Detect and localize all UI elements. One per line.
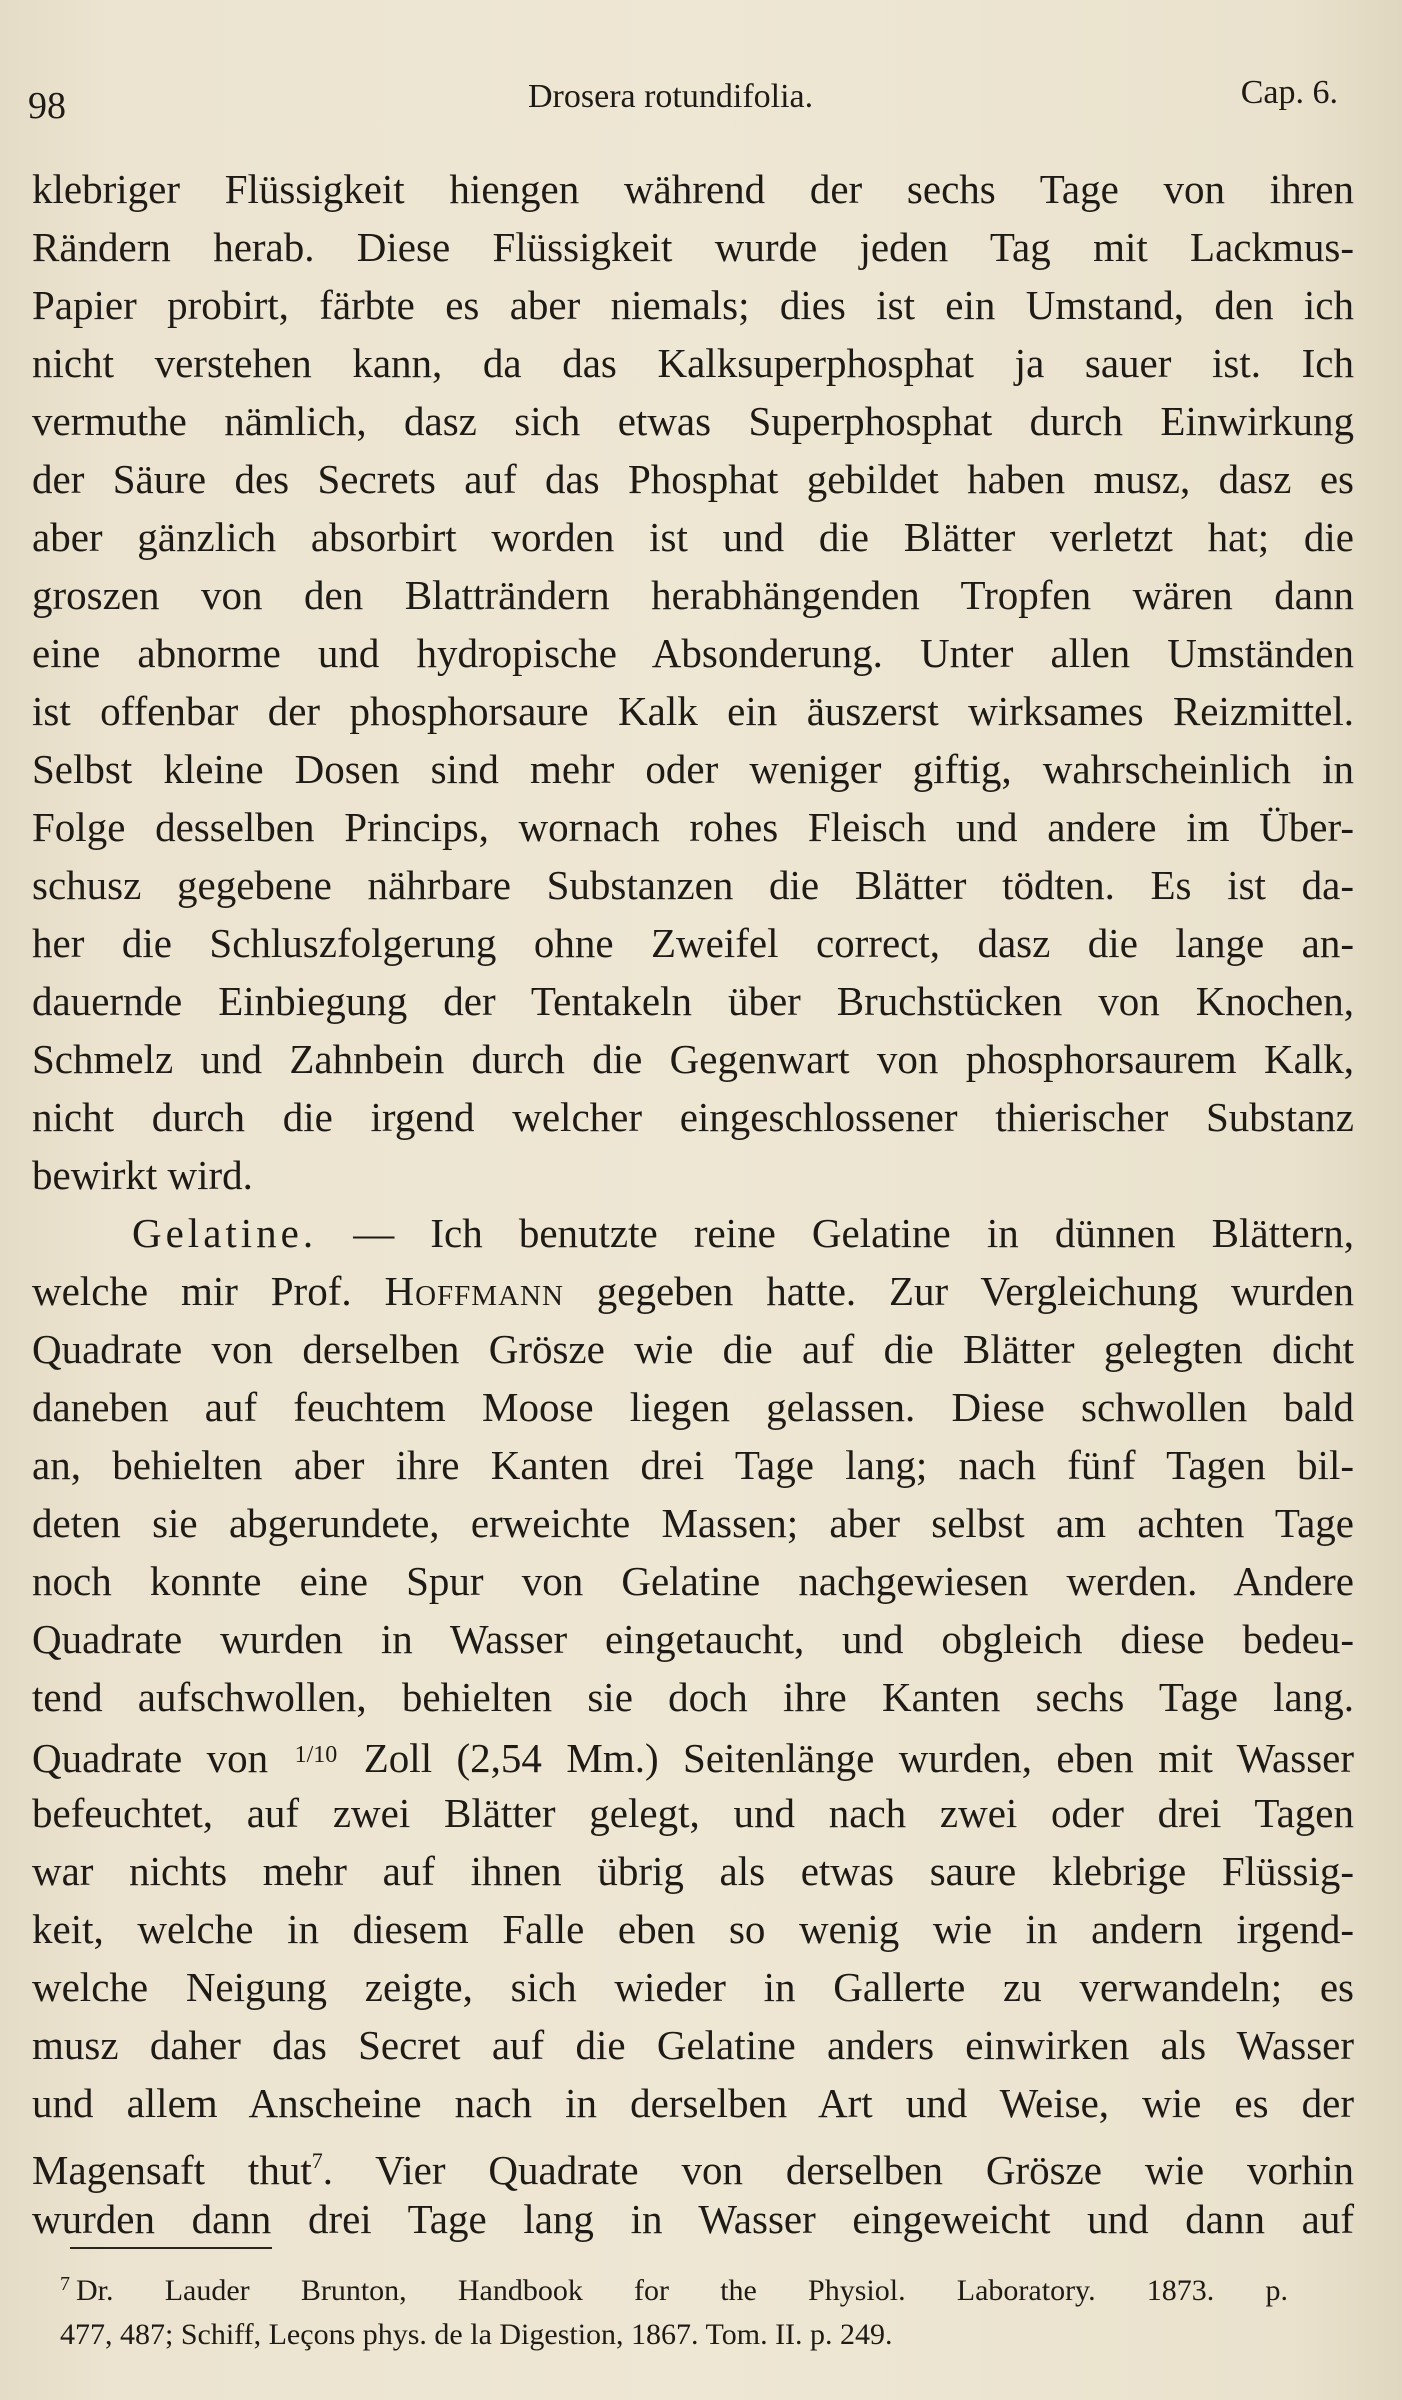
person-name: Hoffmann [384, 1268, 564, 1314]
text-fragment: Zoll (2,54 Mm.) Seitenlänge wurden, eben mit Wasser [339, 1735, 1354, 1781]
text-line [32, 1726, 1354, 1784]
text-line: noch konnte eine Spur von Gelatine nachgewiesen werden. Andere [32, 1558, 1354, 1604]
text-line: welche Neigung zeigte, sich wieder in Gallerte zu verwandeln; es [32, 1964, 1354, 2010]
footnote-text: Dr. Lauder Brunton, Handbook for the Physiol. Laboratory. 1873. p. [76, 2274, 1288, 2307]
running-title: Drosera rotundifolia. [528, 78, 814, 115]
text-line: klebriger Flüssigkeit hiengen während der sechs Tage von ihren [32, 166, 1354, 212]
text-line: war nichts mehr auf ihnen übrig als etwas saure klebrige Flüssig- [32, 1848, 1354, 1894]
text-line: Folge desselben Princips, wornach rohes Fleisch und andere im Über- [32, 804, 1354, 850]
text-line: nicht durch die irgend welcher eingeschlossener thierischer Substanz [32, 1094, 1354, 1140]
gelatine-heading: Gelatine. [132, 1210, 318, 1256]
text-line: ist offenbar der phosphorsaure Kalk ein äuszerst wirksames Reizmittel. [32, 688, 1354, 734]
gelatine-paragraph-start [32, 1204, 1354, 1262]
text-fragment: Magensaft thut [32, 2147, 312, 2193]
text-line: groszen von den Blatträndern herabhängenden Tropfen wären dann [32, 572, 1354, 618]
text-line: dauernde Einbiegung der Tentakeln über Bruchstücken von Knochen, [32, 978, 1354, 1024]
fraction: 1/10 [294, 1742, 338, 1768]
footnote-line: 477, 487; Schiff, Leçons phys. de la Digestion, 1867. Tom. II. p. 249. [60, 2318, 893, 2351]
text-fragment: welche mir Prof. [32, 1268, 385, 1314]
page-number: 98 [28, 85, 66, 127]
footnote-rule [70, 2247, 272, 2249]
text-line: schusz gegebene nährbare Substanzen die Blätter tödten. Es ist da- [32, 862, 1354, 908]
text-line: nicht verstehen kann, da das Kalksuperphosphat ja sauer ist. Ich [32, 340, 1354, 386]
footnote-marker: 7 [311, 2148, 323, 2173]
text-line: daneben auf feuchtem Moose liegen gelassen. Diese schwollen bald [32, 1384, 1354, 1430]
chapter-label: Cap. 6. [1240, 74, 1338, 111]
text-line [32, 2132, 1354, 2193]
text-line: deten sie abgerundete, erweichte Massen; aber selbst am achten Tage [32, 1500, 1354, 1546]
footnote-line [60, 2262, 1288, 2313]
text-line: Quadrate wurden in Wasser eingetaucht, und obgleich diese bedeu- [32, 1616, 1354, 1662]
text-line [32, 1262, 1354, 1320]
running-header [28, 74, 1338, 134]
text-line: Rändern herab. Diese Flüssigkeit wurde jeden Tag mit Lackmus- [32, 224, 1354, 270]
text-line: Schmelz und Zahnbein durch die Gegenwart von phosphorsaurem Kalk, [32, 1036, 1354, 1082]
text-fragment: . Vier Quadrate von derselben Grösze wie vorhin [322, 2147, 1354, 2193]
footnotes [60, 2262, 1288, 2357]
body-text [32, 160, 1354, 2248]
text-fragment: Quadrate von [32, 1735, 293, 1781]
text-line: Papier probirt, färbte es aber niemals; dies ist ein Umstand, den ich [32, 282, 1354, 328]
text-line: an, behielten aber ihre Kanten drei Tage lang; nach fünf Tagen bil- [32, 1442, 1354, 1488]
footnote-number: 7 [60, 2273, 70, 2295]
text-line: tend aufschwollen, behielten sie doch ihre Kanten sechs Tage lang. [32, 1674, 1354, 1720]
text-line: aber gänzlich absorbirt worden ist und die Blätter verletzt hat; die [32, 514, 1354, 560]
text-fragment: — Ich benutzte reine Gelatine in dünnen Blättern, [317, 1210, 1354, 1256]
text-line: und allem Anscheine nach in derselben Art und Weise, wie es der [32, 2080, 1354, 2126]
text-line: Quadrate von derselben Grösze wie die auf die Blätter gelegten dicht [32, 1326, 1354, 1372]
text-line: wurden dann drei Tage lang in Wasser eingeweicht und dann auf [32, 2196, 1354, 2242]
text-line: Selbst kleine Dosen sind mehr oder weniger giftig, wahrscheinlich in [32, 746, 1354, 792]
text-line: eine abnorme und hydropische Absonderung. Unter allen Umständen [32, 630, 1354, 676]
text-line: her die Schluszfolgerung ohne Zweifel correct, dasz die lange an- [32, 920, 1354, 966]
text-line: vermuthe nämlich, dasz sich etwas Superphosphat durch Einwirkung [32, 398, 1354, 444]
text-line: musz daher das Secret auf die Gelatine anders einwirken als Wasser [32, 2022, 1354, 2068]
text-line: keit, welche in diesem Falle eben so wenig wie in andern irgend- [32, 1906, 1354, 1952]
text-line: der Säure des Secrets auf das Phosphat gebildet haben musz, dasz es [32, 456, 1354, 502]
text-line: befeuchtet, auf zwei Blätter gelegt, und nach zwei oder drei Tagen [32, 1790, 1354, 1836]
text-fragment: gegeben hatte. Zur Vergleichung wurden [563, 1268, 1354, 1314]
text-line: bewirkt wird. [32, 1152, 253, 1198]
